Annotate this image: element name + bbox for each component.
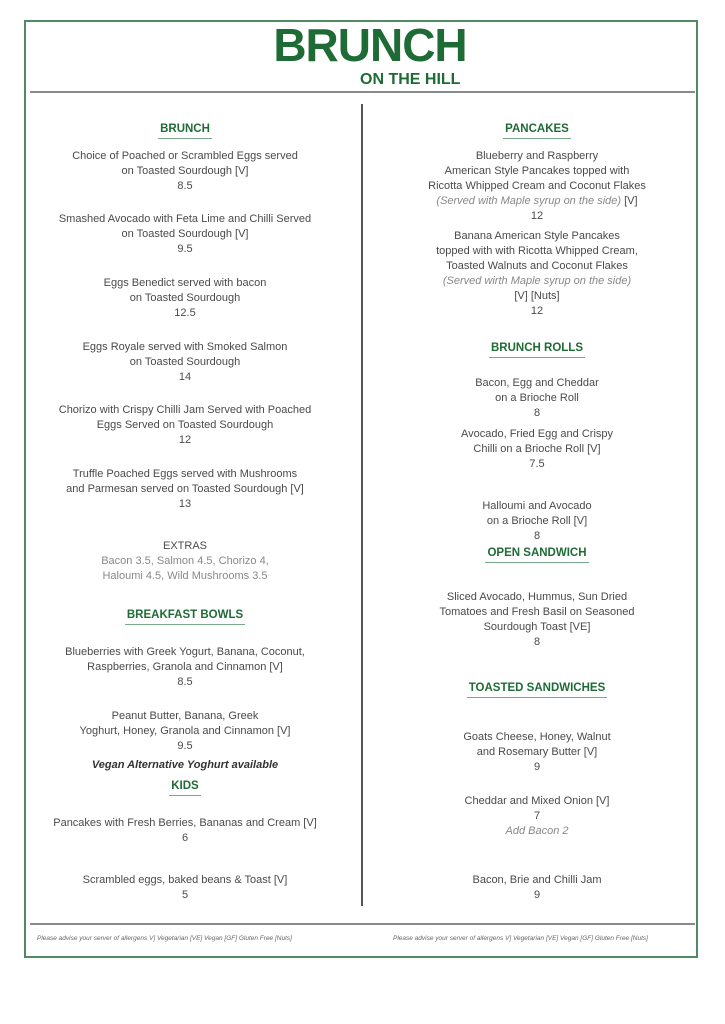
menu-item: Eggs Royale served with Smoked Salmon on Toasted Sourdough 14 bbox=[30, 340, 340, 385]
price: 12.5 bbox=[174, 307, 196, 319]
menu-item: Pancakes with Fresh Berries, Bananas and Cream [V] 6 bbox=[30, 816, 340, 846]
price: 7.5 bbox=[529, 458, 545, 470]
menu-item: Bacon, Egg and Cheddar on a Brioche Roll 8 bbox=[382, 376, 692, 421]
price: 9 bbox=[533, 889, 541, 901]
menu-item: Avocado, Fried Egg and Crispy Chilli on a Brioche Roll [V] 7.5 bbox=[382, 427, 692, 472]
section-heading-open-sandwich: OPEN SANDWICH bbox=[382, 547, 692, 563]
column-divider bbox=[361, 104, 363, 906]
price: 8 bbox=[533, 636, 541, 648]
section-heading-toasted-sandwiches: TOASTED SANDWICHES bbox=[382, 682, 692, 698]
price: 9 bbox=[533, 761, 541, 773]
menu-title: BRUNCH bbox=[273, 19, 467, 71]
section-heading-breakfast-bowls: BREAKFAST BOWLS bbox=[30, 609, 340, 625]
menu-item: Banana American Style Pancakes topped with with Ricotta Whipped Cream, Toasted Walnuts and Coconut Flakes (Served wirth Maple syrup on the side) [V] [Nuts] 12 bbox=[382, 229, 692, 319]
header-divider bbox=[30, 91, 695, 93]
price: 8.5 bbox=[177, 180, 193, 192]
price: 9.5 bbox=[177, 740, 193, 752]
price: 8 bbox=[533, 407, 541, 419]
price: 12 bbox=[530, 210, 544, 222]
menu-item: Peanut Butter, Banana, Greek Yoghurt, Honey, Granola and Cinnamon [V] 9.5 bbox=[30, 709, 340, 754]
section-heading-pancakes: PANCAKES bbox=[382, 123, 692, 139]
menu-item: Halloumi and Avocado on a Brioche Roll [V] 8 bbox=[382, 499, 692, 544]
vegan-note: Vegan Alternative Yoghurt available bbox=[91, 759, 279, 771]
menu-item: Blueberries with Greek Yogurt, Banana, Coconut, Raspberries, Granola and Cinnamon [V] 8.5 bbox=[30, 645, 340, 690]
allergen-note-right: Please advise your server of allergens V] Vegetarian [VE] Vegan [GF] Gluten Free [Nuts] bbox=[393, 935, 648, 942]
price: 8.5 bbox=[177, 676, 193, 688]
menu-item: Bacon, Brie and Chilli Jam 9 bbox=[382, 873, 692, 903]
menu-item: Goats Cheese, Honey, Walnut and Rosemary Butter [V] 9 bbox=[382, 730, 692, 775]
price: 9.5 bbox=[177, 243, 193, 255]
menu-item: Scrambled eggs, baked beans & Toast [V] 5 bbox=[30, 873, 340, 903]
price: 12 bbox=[530, 305, 544, 317]
price: 8 bbox=[533, 530, 541, 542]
menu-item: Blueberry and Raspberry American Style Pancakes topped with Ricotta Whipped Cream and Coconut Flakes (Served with Maple syrup on the side) [V] 12 bbox=[382, 149, 692, 224]
menu-item: Smashed Avocado with Feta Lime and Chilli Served on Toasted Sourdough [V] 9.5 bbox=[30, 212, 340, 257]
footer-divider bbox=[30, 923, 695, 925]
allergen-note-left: Please advise your server of allergens V] Vegetarian [VE] Vegan [GF] Gluten Free [Nuts] bbox=[37, 935, 292, 942]
price: 5 bbox=[181, 889, 189, 901]
menu-item: Sliced Avocado, Hummus, Sun Dried Tomatoes and Fresh Basil on Seasoned Sourdough Toast [VE] 8 bbox=[382, 590, 692, 650]
menu-item: Chorizo with Crispy Chilli Jam Served with Poached Eggs Served on Toasted Sourdough 12 bbox=[30, 403, 340, 448]
section-heading-kids: KIDS bbox=[30, 780, 340, 796]
menu-item: Eggs Benedict served with bacon on Toasted Sourdough 12.5 bbox=[30, 276, 340, 321]
menu-item: Choice of Poached or Scrambled Eggs served on Toasted Sourdough [V] 8.5 bbox=[30, 149, 340, 194]
price: 7 bbox=[533, 810, 541, 822]
menu-item: Truffle Poached Eggs served with Mushrooms and Parmesan served on Toasted Sourdough [V] 13 bbox=[30, 467, 340, 512]
price: 14 bbox=[178, 371, 192, 383]
menu-subtitle: ON THE HILL bbox=[360, 71, 461, 88]
section-heading-brunch: BRUNCH bbox=[30, 123, 340, 139]
section-heading-brunch-rolls: BRUNCH ROLLS bbox=[382, 342, 692, 358]
menu-item: Cheddar and Mixed Onion [V] 7 Add Bacon 2 bbox=[382, 794, 692, 839]
price: 13 bbox=[178, 498, 192, 510]
price: 12 bbox=[178, 434, 192, 446]
extras: EXTRAS Bacon 3.5, Salmon 4.5, Chorizo 4, Haloumi 4.5, Wild Mushrooms 3.5 bbox=[101, 540, 269, 582]
price: 6 bbox=[181, 832, 189, 844]
